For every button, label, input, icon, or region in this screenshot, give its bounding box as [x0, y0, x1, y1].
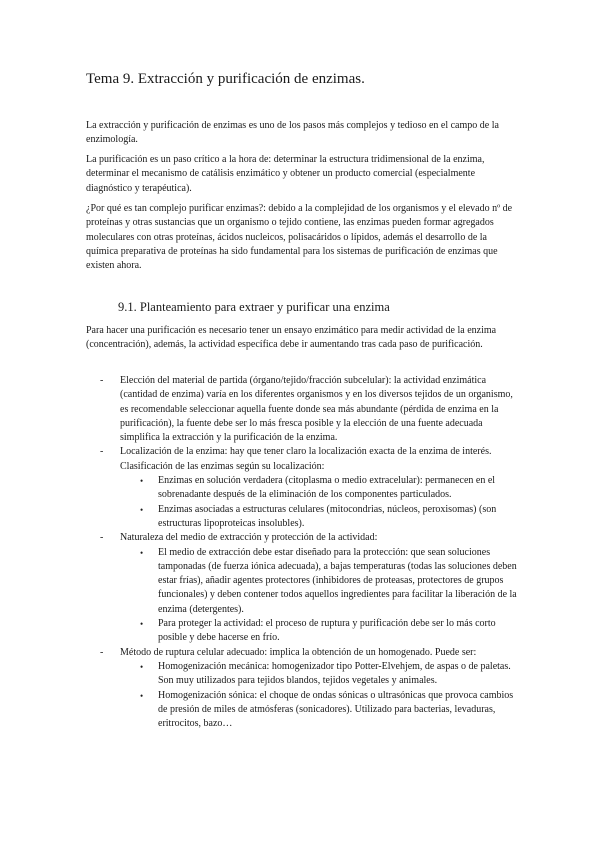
sub-list-item-text: Para proteger la actividad: el proceso de ruptura y purificación debe ser lo más corto posible y debe hacerse en frío. — [158, 618, 496, 644]
list-item — [86, 646, 520, 732]
sub-list — [120, 660, 520, 731]
list-item — [86, 445, 520, 531]
steps-list — [86, 374, 520, 731]
intro-paragraph-2: La purificación es un paso crítico a la hora de: determinar la estructura tridimensional de la enzima, determinar el mecanismo de catálisis enzimático y obtener un producto comercial (especialmente diagnóstico y terapéutica). — [86, 154, 485, 194]
list-item — [86, 531, 520, 645]
sub-list — [120, 546, 520, 646]
sub-list-item — [120, 503, 520, 532]
bullet-marker: • — [140, 690, 144, 701]
sub-list-item — [120, 546, 520, 617]
list-item-text: Naturaleza del medio de extracción y protección de la actividad: — [120, 532, 378, 544]
intro-paragraph-1: La extracción y purificación de enzimas es uno de los pasos más complejos y tedioso en el campo de la enzimología. — [86, 120, 499, 146]
section-lead-paragraph: Para hacer una purificación es necesario tener un ensayo enzimático para medir actividad de la enzima (concentración), además, la actividad específica debe ir aumentando tras cada paso de purificación. — [86, 325, 497, 351]
dash-marker: - — [100, 532, 104, 544]
sub-list-item — [120, 689, 520, 732]
page-title: Tema 9. Extracción y purificación de enzimas. — [86, 71, 365, 87]
section-title: 9.1. Planteamiento para extraer y purificar una enzima — [118, 300, 390, 314]
dash-marker: - — [100, 646, 104, 658]
sub-list-item-text: El medio de extracción debe estar diseñado para la protección: que sean soluciones tamponadas (de fuerza iónica adecuada), a bajas temperaturas (todas las soluciones deben estar frías), añadir agentes protectores (inhibidores de proteasas, protectores de grupos funcionales) y deben contener todos aquellos ingredientes para facilitar la liberación de la enzima (detergentes). — [158, 546, 517, 615]
list-item — [86, 374, 520, 445]
intro-paragraph-3: ¿Por qué es tan complejo purificar enzimas?: debido a la complejidad de los organismos y el elevado nº de proteínas y otras sustancias que un organismo o tejido contiene, las enzimas pueden formar agregados moleculares con otras proteínas, ácidos nucleicos, polisacáridos o lípidos, además el desarrollo de la química preparativa de proteínas ha sido fundamental para los sistemas de purificación de enzimas que existen ahora. — [86, 203, 513, 272]
sub-list-item — [120, 474, 520, 503]
sub-list — [120, 474, 520, 531]
sub-list-item-text: Homogenización sónica: el choque de ondas sónicas o ultrasónicas que provoca cambios de presión de miles de atmósferas (sonicadores). Utilizado para bacterias, levaduras, eritrocitos, bazo… — [158, 689, 514, 730]
sub-list-item-text: Enzimas asociadas a estructuras celulares (mitocondrias, núcleos, peroxisomas) (son estructuras lipoproteicas insolubles). — [158, 503, 497, 529]
list-item-text: Localización de la enzima: hay que tener claro la localización exacta de la enzima de interés. Clasificación de las enzimas según su localización: — [120, 446, 492, 472]
sub-list-item — [120, 617, 520, 646]
dash-marker: - — [100, 446, 104, 458]
sub-list-item — [120, 660, 520, 689]
bullet-marker: • — [140, 619, 144, 630]
list-item-text: Método de ruptura celular adecuado: implica la obtención de un homogenado. Puede ser: — [120, 646, 477, 658]
dash-marker: - — [100, 375, 104, 386]
bullet-marker: • — [140, 547, 144, 558]
bullet-marker: • — [140, 476, 144, 487]
bullet-marker: • — [140, 661, 144, 672]
sub-list-item-text: Homogenización mecánica: homogenizador tipo Potter-Elvehjem, de aspas o de paletas. Son muy utilizados para tejidos blandos, tejidos vegetales y animales. — [158, 660, 511, 687]
bullet-marker: • — [140, 504, 144, 515]
list-item-text: Elección del material de partida (órgano/tejido/fracción subcelular): la actividad enzimática (cantidad de enzima) varía en los diferentes organismos y en los diversos tejidos de un organismo, es recomendable seleccionar aquella fuente donde sea más abundante (pérdida de enzima en la purificación), la fuente debe ser lo más fresca posible y la elección de una fuente adecuada simplifica la extracción y la purificación de la enzima. — [120, 375, 513, 444]
sub-list-item-text: Enzimas en solución verdadera (citoplasma o medio extracelular): permanecen en el sobrenadante después de la eliminación de los componentes particulados. — [158, 475, 496, 501]
